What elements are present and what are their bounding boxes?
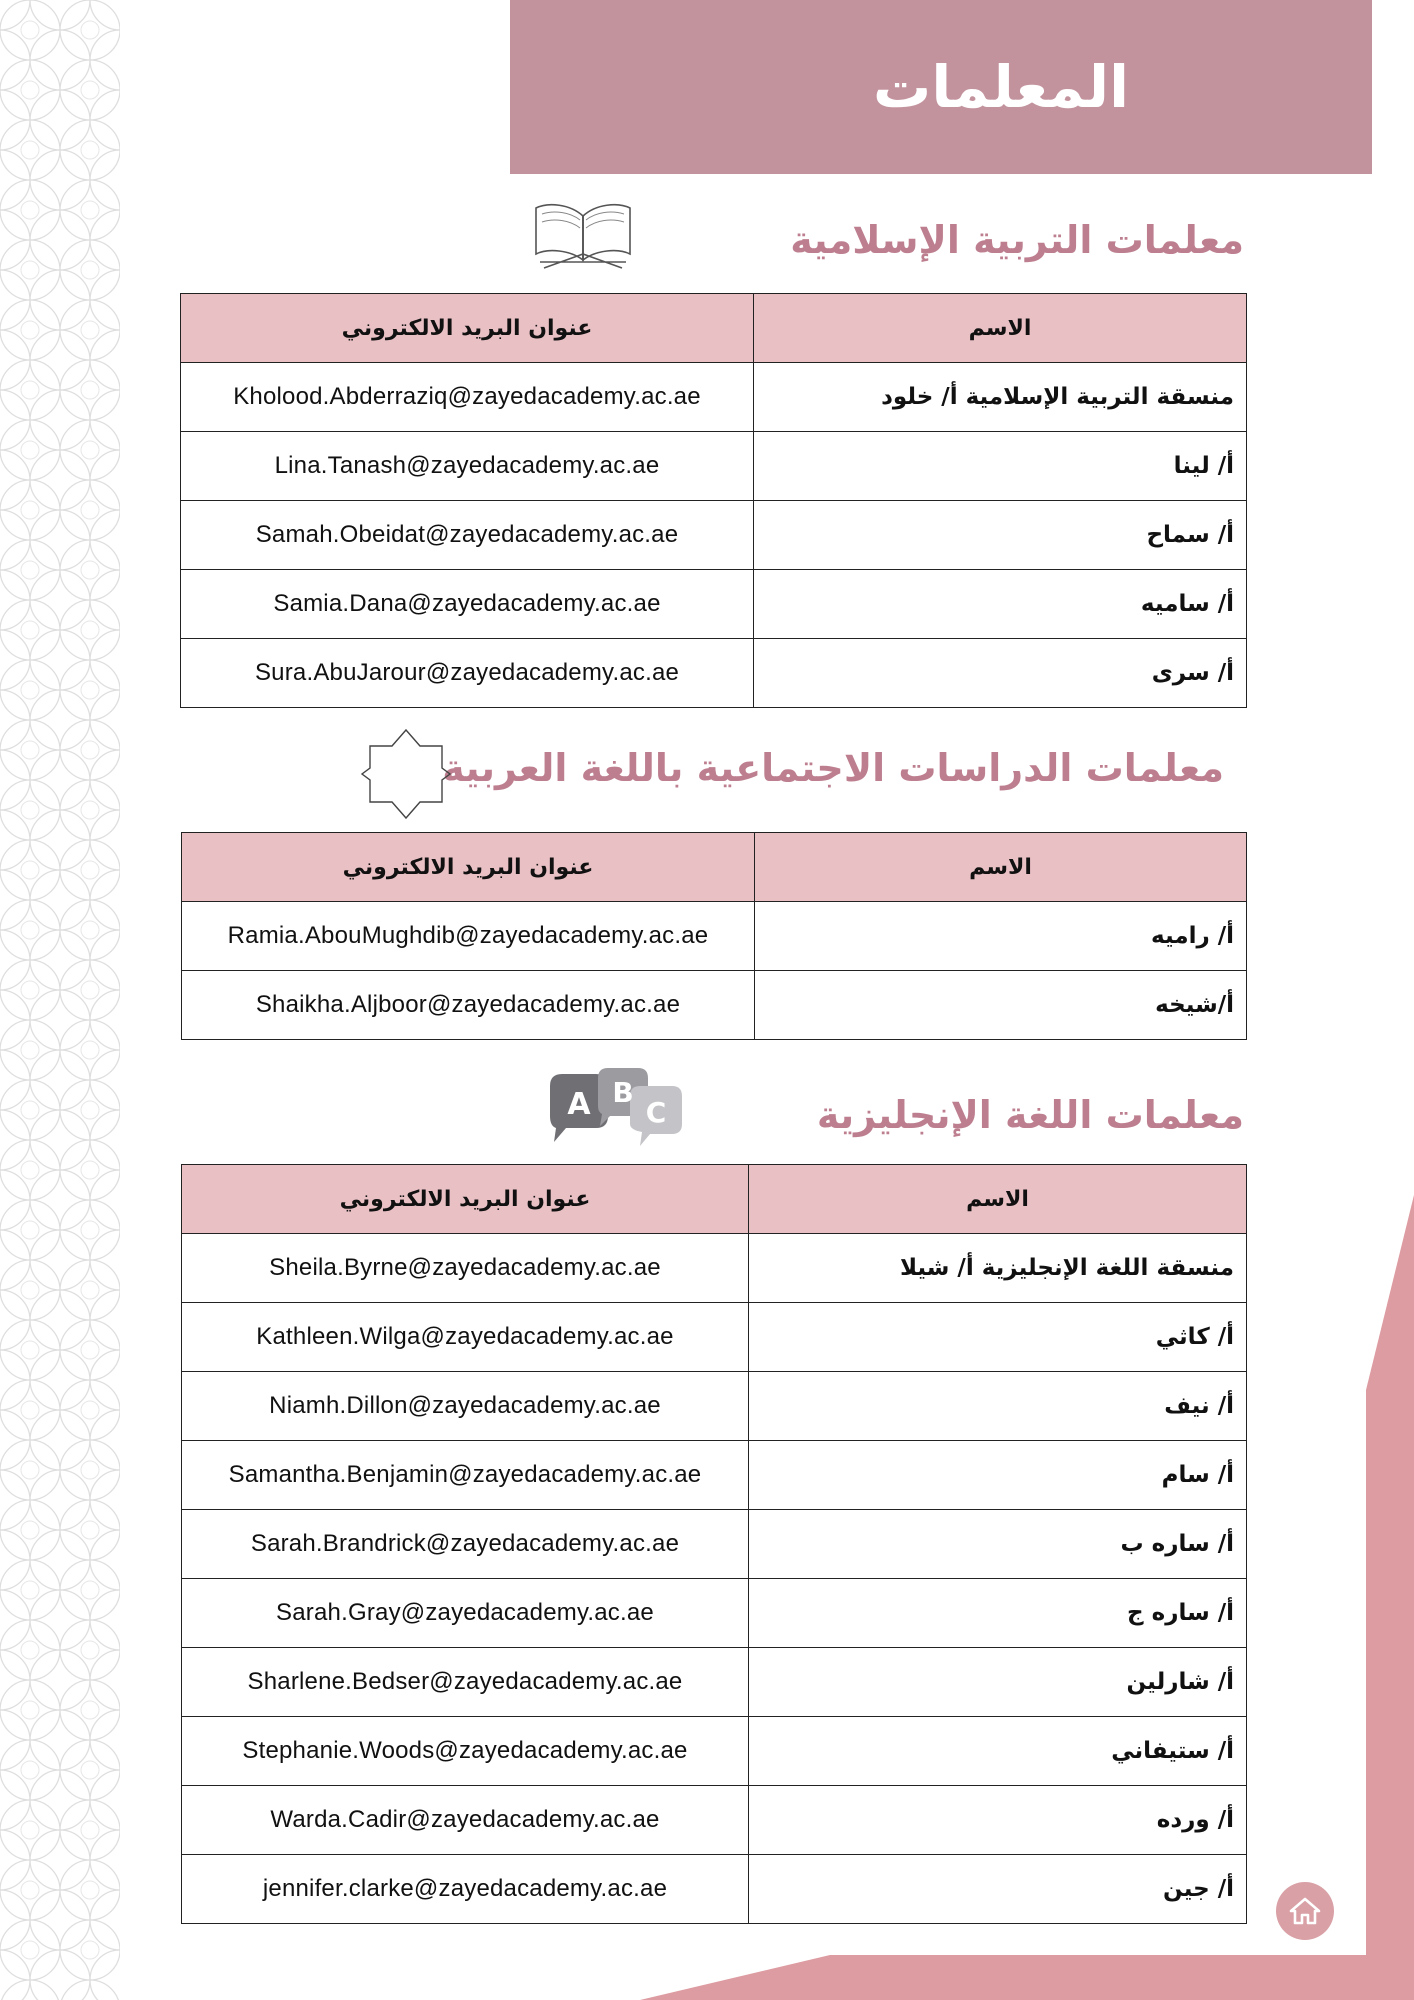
table-row <box>182 1717 1247 1786</box>
social-studies-staff-table <box>181 832 1247 1040</box>
abc-letter: B <box>612 1076 634 1109</box>
table-row <box>182 1510 1247 1579</box>
table-row <box>182 1648 1247 1717</box>
section-heading-islamic: معلمات التربية الإسلامية <box>790 218 1244 262</box>
teacher-name: أ/ ستيفاني <box>749 1717 1247 1786</box>
abc-letter: A <box>567 1087 591 1122</box>
table-row <box>182 971 1247 1040</box>
home-icon <box>1288 1896 1322 1926</box>
teacher-name: أ/ سماح <box>754 501 1247 570</box>
islamic-staff-table <box>180 293 1247 708</box>
teacher-email[interactable]: Samantha.Benjamin@zayedacademy.ac.ae <box>182 1441 749 1510</box>
section-heading-social-studies: معلمات الدراسات الاجتماعية باللغة العربية <box>442 746 1224 790</box>
teacher-name: أ/ ساره ب <box>749 1510 1247 1579</box>
table-row <box>182 1855 1247 1924</box>
teacher-email[interactable]: Sharlene.Bedser@zayedacademy.ac.ae <box>182 1648 749 1717</box>
teacher-name: أ/ نيف <box>749 1372 1247 1441</box>
teacher-name: منسقة اللغة الإنجليزية أ/ شيلا <box>749 1234 1247 1303</box>
teacher-email[interactable]: Ramia.AbouMughdib@zayedacademy.ac.ae <box>182 902 755 971</box>
teacher-name: أ/ ساره ج <box>749 1579 1247 1648</box>
page-title: المعلمات <box>873 53 1129 121</box>
teacher-email[interactable]: Kathleen.Wilga@zayedacademy.ac.ae <box>182 1303 749 1372</box>
column-header-email: عنوان البريد الالكتروني <box>182 1165 749 1234</box>
teacher-name: أ/ ورده <box>749 1786 1247 1855</box>
decorative-pattern <box>0 0 120 2000</box>
table-row <box>182 1234 1247 1303</box>
teacher-email[interactable]: Samah.Obeidat@zayedacademy.ac.ae <box>181 501 754 570</box>
table-row <box>182 1786 1247 1855</box>
table-header-row <box>181 294 1247 363</box>
table-row <box>182 1372 1247 1441</box>
english-staff-table <box>181 1164 1247 1924</box>
teacher-name: أ/ جين <box>749 1855 1247 1924</box>
table-row <box>181 432 1247 501</box>
teacher-name: أ/ ساميه <box>754 570 1247 639</box>
table-row <box>182 1303 1247 1372</box>
table-row <box>181 363 1247 432</box>
title-banner <box>510 0 1372 174</box>
table-row <box>181 570 1247 639</box>
teacher-email[interactable]: Shaikha.Aljboor@zayedacademy.ac.ae <box>182 971 755 1040</box>
column-header-name: الاسم <box>754 294 1247 363</box>
table-row <box>182 902 1247 971</box>
teacher-email[interactable]: Kholood.Abderraziq@zayedacademy.ac.ae <box>181 363 754 432</box>
teacher-email[interactable]: Sarah.Brandrick@zayedacademy.ac.ae <box>182 1510 749 1579</box>
table-row <box>181 639 1247 708</box>
table-row <box>182 1441 1247 1510</box>
table-row <box>182 1579 1247 1648</box>
teacher-name: أ/ لينا <box>754 432 1247 501</box>
teacher-email[interactable]: Stephanie.Woods@zayedacademy.ac.ae <box>182 1717 749 1786</box>
teacher-email[interactable]: Niamh.Dillon@zayedacademy.ac.ae <box>182 1372 749 1441</box>
star-outline-icon <box>360 728 452 820</box>
section-heading-english: معلمات اللغة الإنجليزية <box>816 1093 1244 1137</box>
teacher-name: أ/ سام <box>749 1441 1247 1510</box>
teacher-name: أ/شيخه <box>755 971 1247 1040</box>
teacher-email[interactable]: Samia.Dana@zayedacademy.ac.ae <box>181 570 754 639</box>
open-book-icon <box>530 196 636 272</box>
column-header-email: عنوان البريد الالكتروني <box>182 833 755 902</box>
teacher-email[interactable]: Lina.Tanash@zayedacademy.ac.ae <box>181 432 754 501</box>
table-row <box>181 501 1247 570</box>
column-header-name: الاسم <box>749 1165 1247 1234</box>
abc-letter: C <box>645 1096 667 1129</box>
teacher-name: أ/ كاثي <box>749 1303 1247 1372</box>
table-header-row <box>182 1165 1247 1234</box>
column-header-name: الاسم <box>755 833 1247 902</box>
teacher-name: أ/ شارلين <box>749 1648 1247 1717</box>
table-header-row <box>182 833 1247 902</box>
teacher-email[interactable]: jennifer.clarke@zayedacademy.ac.ae <box>182 1855 749 1924</box>
teacher-email[interactable]: Sura.AbuJarour@zayedacademy.ac.ae <box>181 639 754 708</box>
teacher-name: أ/ سرى <box>754 639 1247 708</box>
teacher-email[interactable]: Sarah.Gray@zayedacademy.ac.ae <box>182 1579 749 1648</box>
teacher-name: منسقة التربية الإسلامية أ/ خلود <box>754 363 1247 432</box>
column-header-email: عنوان البريد الالكتروني <box>181 294 754 363</box>
teacher-email[interactable]: Sheila.Byrne@zayedacademy.ac.ae <box>182 1234 749 1303</box>
teacher-name: أ/ راميه <box>755 902 1247 971</box>
home-button[interactable] <box>1276 1882 1334 1940</box>
abc-speech-bubbles-icon <box>546 1066 686 1150</box>
teacher-email[interactable]: Warda.Cadir@zayedacademy.ac.ae <box>182 1786 749 1855</box>
